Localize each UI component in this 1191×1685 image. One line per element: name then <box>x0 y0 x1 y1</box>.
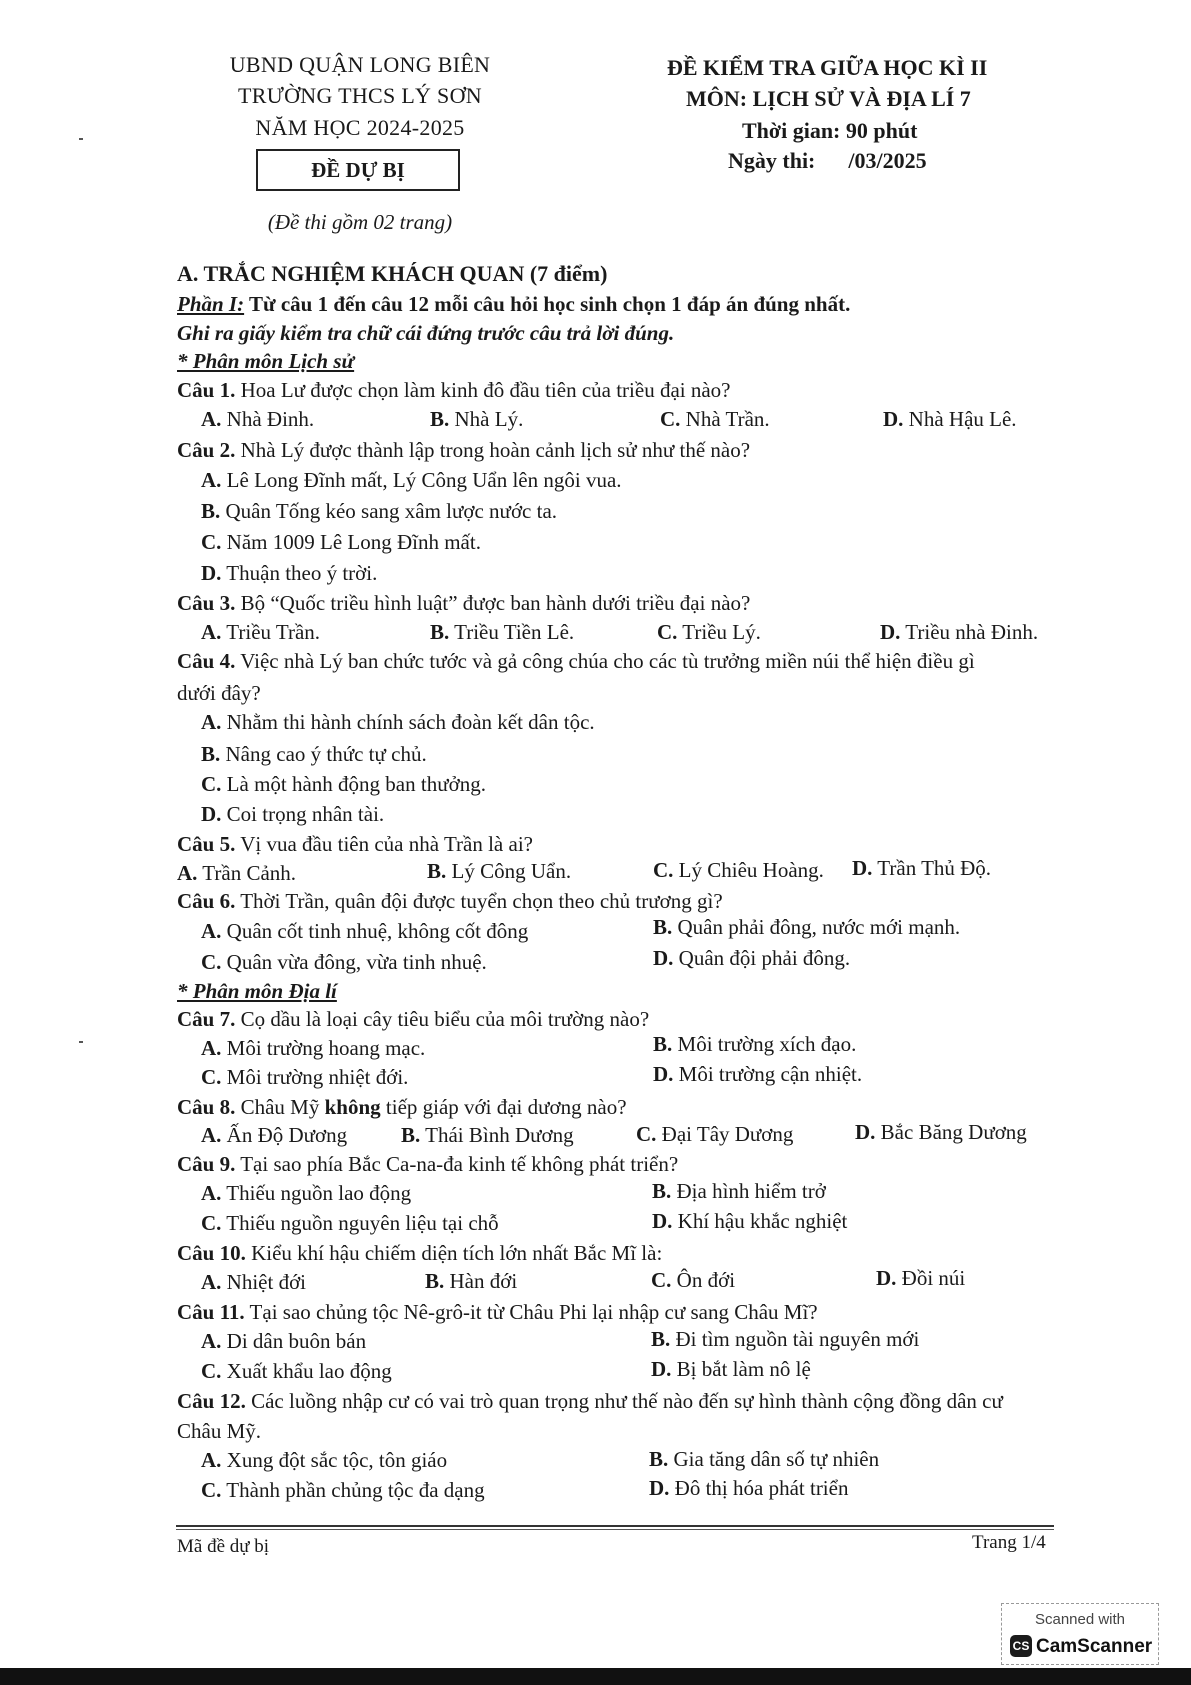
option-a: A. Ấn Độ Dương <box>201 1123 348 1147</box>
scan-mark <box>79 1041 83 1043</box>
option-a: A. Quân cốt tinh nhuệ, không cốt đông <box>201 919 529 943</box>
option-a: A. Môi trường hoang mạc. <box>201 1036 426 1060</box>
option-a: A. Nhà Đinh. <box>201 407 315 431</box>
option-d: D. Trần Thủ Độ. <box>852 856 992 880</box>
question-7 <box>177 1009 649 1030</box>
question-text: Các luồng nhập cư có vai trò quan trọng như thế nào đến sự hình thành cộng đồng dân cư <box>245 1389 1003 1413</box>
question-number: Câu 10. <box>177 1241 246 1265</box>
question-10 <box>177 1243 662 1264</box>
part-one-label: Phần I: <box>177 292 245 316</box>
question-text: Cọ dầu là loại cây tiêu biểu của môi trường nào? <box>235 1007 650 1031</box>
reserve-exam-box: ĐỀ DỰ BỊ <box>256 149 460 191</box>
question-text: Hoa Lư được chọn làm kinh đô đầu tiên của triều đại nào? <box>235 378 731 402</box>
option-d: D. Nhà Hậu Lê. <box>883 407 1017 431</box>
question-8: Câu 8. Châu Mỹ không tiếp giáp với đại dương nào? <box>177 1095 627 1119</box>
option-c: C. Ôn đới <box>651 1268 736 1292</box>
question-number: Câu 1. <box>177 378 236 402</box>
question-number: Câu 7. <box>177 1007 236 1031</box>
question-text: Vị vua đầu tiên của nhà Trần là ai? <box>235 832 533 856</box>
footer-rule <box>176 1525 1054 1527</box>
option-d: D. Coi trọng nhân tài. <box>201 802 385 826</box>
question-text: Thời Trần, quân đội được tuyển chọn theo chủ trương gì? <box>235 889 723 913</box>
option-d: D. Thuận theo ý trời. <box>201 561 378 585</box>
exam-title: ĐỀ KIỂM TRA GIỮA HỌC KÌ II <box>667 55 988 80</box>
option-b: B. Quân phải đông, nước mới mạnh. <box>653 915 961 939</box>
camscanner-icon: CS <box>1010 1635 1032 1657</box>
option-a: A. Triều Trần. <box>201 620 321 644</box>
option-b: B. Lý Công Uẩn. <box>427 859 572 883</box>
option-a: A. Lê Long Đĩnh mất, Lý Công Uẩn lên ngôi vua. <box>201 468 622 492</box>
option-b: B. Gia tăng dân số tự nhiên <box>649 1447 880 1471</box>
exam-duration: Thời gian: 90 phút <box>742 118 918 143</box>
option-b: B. Quân Tống kéo sang xâm lược nước ta. <box>201 499 558 523</box>
option-b: B. Triều Tiền Lê. <box>430 620 575 644</box>
question-text: Kiểu khí hậu chiếm diện tích lớn nhất Bắc Mĩ là: <box>245 1241 663 1265</box>
watermark-brand <box>1010 1635 1152 1658</box>
question-number: Câu 5. <box>177 832 236 856</box>
option-c: C. Nhà Trần. <box>660 407 770 431</box>
question-number: Câu 3. <box>177 591 236 615</box>
option-b: B. Thái Bình Dương <box>401 1123 574 1147</box>
option-c: C. Quân vừa đông, vừa tinh nhuệ. <box>201 950 487 974</box>
scan-bottom-edge <box>0 1668 1191 1685</box>
option-c: C. Môi trường nhiệt đới. <box>201 1065 409 1089</box>
question-number: Câu 2. <box>177 438 236 462</box>
option-c: C. Là một hành động ban thưởng. <box>201 772 486 796</box>
option-d: D. Đồi núi <box>876 1266 966 1290</box>
scan-mark <box>79 138 83 140</box>
option-b: B. Địa hình hiểm trở <box>652 1179 826 1203</box>
footer-rule-thin <box>176 1529 1054 1530</box>
option-d: D. Triều nhà Đinh. <box>880 620 1039 644</box>
geography-section-header: * Phân môn Địa lí <box>177 979 337 1003</box>
answer-instruction: Ghi ra giấy kiểm tra chữ cái đứng trước câu trả lời đúng. <box>177 321 675 345</box>
option-d: D. Môi trường cận nhiệt. <box>653 1062 863 1086</box>
question-text: Nhà Lý được thành lập trong hoàn cảnh lịch sử như thế nào? <box>235 438 751 462</box>
emphasis-word: không <box>324 1095 381 1119</box>
part-one-text: Từ câu 1 đến câu 12 mỗi câu hỏi học sinh chọn 1 đáp án đúng nhất. <box>244 292 851 316</box>
header-district: UBND QUẬN LONG BIÊN <box>229 52 491 77</box>
option-d: D. Khí hậu khắc nghiệt <box>652 1209 848 1233</box>
option-d: D. Đô thị hóa phát triển <box>649 1476 849 1500</box>
question-text: Tại sao phía Bắc Ca-na-đa kinh tế không phát triển? <box>235 1152 679 1176</box>
watermark-line2: CamScanner <box>1036 1636 1153 1657</box>
option-d: D. Bị bắt làm nô lệ <box>651 1357 811 1381</box>
page-number: Trang 1/4 <box>972 1532 1046 1553</box>
question-6 <box>177 891 723 912</box>
option-c: C. Xuất khẩu lao động <box>201 1359 392 1383</box>
option-a: A. Trần Cảnh. <box>177 861 297 885</box>
option-b: B. Nhà Lý. <box>430 407 524 431</box>
question-12 <box>177 1391 1003 1412</box>
option-b: B. Môi trường xích đạo. <box>653 1032 857 1056</box>
question-number: Câu 4. <box>177 649 236 673</box>
watermark-line1: Scanned with <box>1034 1611 1126 1628</box>
question-4-continuation: dưới đây? <box>177 681 261 705</box>
option-a: A. Nhiệt đới <box>201 1270 307 1294</box>
option-a: A. Thiếu nguồn lao động <box>201 1181 412 1205</box>
option-c: C. Đại Tây Dương <box>636 1122 794 1146</box>
option-c: C. Năm 1009 Lê Long Đĩnh mất. <box>201 530 481 554</box>
question-9 <box>177 1154 678 1175</box>
question-12-continuation: Châu Mỹ. <box>177 1419 261 1443</box>
option-b: B. Đi tìm nguồn tài nguyên mới <box>651 1327 920 1351</box>
option-c: C. Thiếu nguồn nguyên liệu tại chỗ <box>201 1211 499 1235</box>
header-school-year: NĂM HỌC 2024-2025 <box>255 115 465 140</box>
page-count-note: (Đề thi gồm 02 trang) <box>267 210 453 234</box>
section-a-title: A. TRẮC NGHIỆM KHÁCH QUAN (7 điểm) <box>177 261 608 286</box>
question-2 <box>177 440 750 461</box>
option-a: A. Di dân buôn bán <box>201 1329 367 1353</box>
option-a: A. Nhằm thi hành chính sách đoàn kết dân tộc. <box>201 710 595 734</box>
question-text: Bộ “Quốc triều hình luật” được ban hành dưới triều đại nào? <box>235 591 751 615</box>
question-3 <box>177 593 750 614</box>
question-number: Câu 6. <box>177 889 236 913</box>
question-5 <box>177 834 533 855</box>
question-number: Câu 12. <box>177 1389 246 1413</box>
option-b: B. Hàn đới <box>425 1269 518 1293</box>
question-1 <box>177 380 731 401</box>
option-d: D. Quân đội phải đông. <box>653 946 851 970</box>
question-number: Câu 8. <box>177 1095 236 1119</box>
question-text: tiếp giáp với đại dương nào? <box>380 1095 627 1119</box>
option-a: A. Xung đột sắc tộc, tôn giáo <box>201 1448 448 1472</box>
exam-code: Mã đề dự bị <box>177 1536 270 1557</box>
exam-subject: MÔN: LỊCH SỬ VÀ ĐỊA LÍ 7 <box>686 86 971 111</box>
header-school: TRƯỜNG THCS LÝ SƠN <box>238 83 482 108</box>
question-11 <box>177 1302 818 1323</box>
scanner-watermark <box>1001 1603 1159 1665</box>
option-d: D. Bắc Băng Dương <box>855 1120 1027 1144</box>
exam-date: Ngày thi: /03/2025 <box>728 148 927 173</box>
question-text: Việc nhà Lý ban chức tước và gả công chúa cho các tù trưởng miền núi thể hiện điều gì <box>235 649 975 673</box>
history-section-header: * Phân môn Lịch sử <box>177 349 355 373</box>
option-b: B. Nâng cao ý thức tự chủ. <box>201 742 427 766</box>
option-c: C. Lý Chiêu Hoàng. <box>653 858 824 882</box>
question-number: Câu 11. <box>177 1300 245 1324</box>
question-text: Tại sao chủng tộc Nê-grô-it từ Châu Phi lại nhập cư sang Châu Mĩ? <box>244 1300 818 1324</box>
question-number: Câu 9. <box>177 1152 236 1176</box>
option-c: C. Thành phần chủng tộc đa dạng <box>201 1478 485 1502</box>
question-4 <box>177 651 975 672</box>
part-one-instruction <box>177 294 850 315</box>
option-c: C. Triều Lý. <box>657 620 761 644</box>
